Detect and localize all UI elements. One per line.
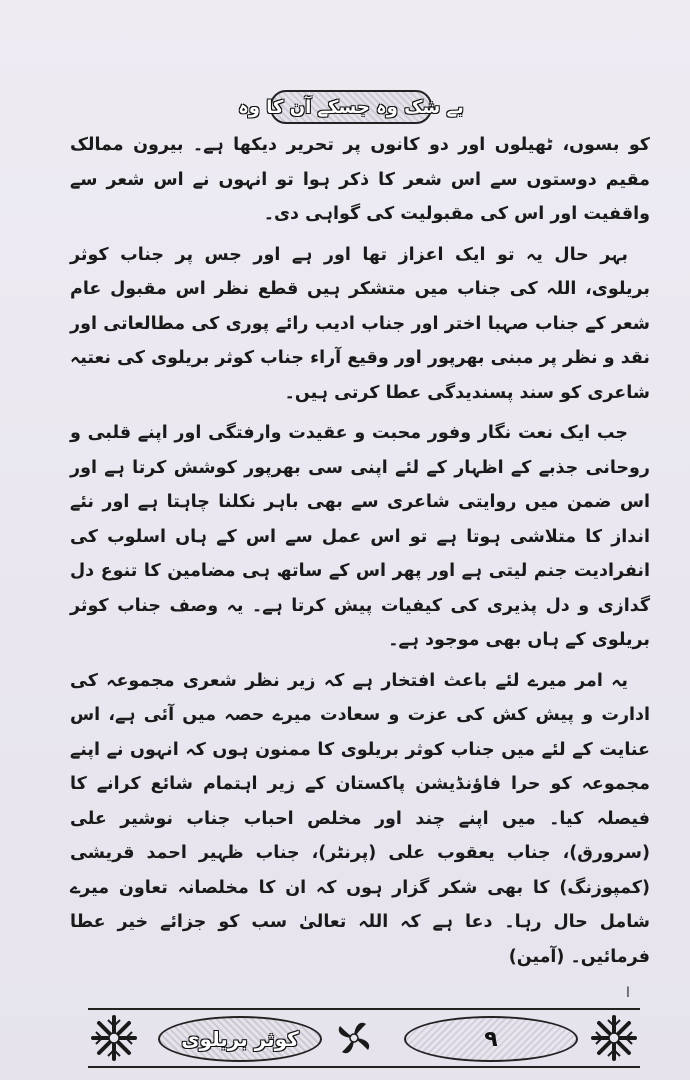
page-number: ۹ [484, 1026, 498, 1052]
footer-rule-bottom [88, 1066, 640, 1068]
paragraph-2: بہر حال یہ تو ایک اعزاز تھا اور ہے اور جس پر جناب کوثر بریلوی، اللہ کی جناب میں متشکر ہیں قطع نظر اس مقبول عام شعر کے جناب صہبا اختر اور جناب ادیب رائے پوری کی مطالعاتی اور نقد و نظر پر مبنی بھرپور اور وقیع آراء جناب کوثر بریلوی کی نعتیہ شاعری کو سند پسندیدگی عطا کرتی ہیں۔ [70, 244, 650, 403]
snowflake-ornament-icon-right [588, 1012, 640, 1064]
author-name-oval [158, 1016, 322, 1062]
author-name: کوثر بریلوی [181, 1027, 299, 1051]
paragraph-4: یہ امر میرے لئے باعث افتخار ہے کہ زیر نظر شعری مجموعہ کی ادارت و پیش کش کی عزت و سعادت میرے حصہ میں آئی ہے، اس عنایت کے لئے میں جناب کوثر بریلوی کا ممنون ہوں کہ انہوں نے اپنے مجموعہ کو حرا فاؤنڈیشن پاکستان کے زیر اہتمام شائع کرانے کا فیصلہ کیا۔ میں اپنے چند اور مخلص احباب جناب نوشیر علی (سرورق)، جناب یعقوب علی (پرنٹر)، جناب ظہیر احمد قریشی (کمپوزنگ) کا بھی شکر گزار ہوں کہ ان کا مخلصانہ تعاون میرے شامل حال رہا۔ دعا ہے کہ اللہ تعالیٰ سب کو جزائے خیر عطا فرمائیں۔ (آمین) [70, 670, 650, 967]
paragraph-1: کو بسوں، ٹھیلوں اور دو کانوں پر تحریر دیکھا ہے۔ بیرون ممالک مقیم دوستوں سے اس شعر کا ذکر ہوا تو انہوں نے اس شعر سے واقفیت اور اس کی مقبولیت کی گواہی دی۔ [70, 135, 650, 224]
paragraph-3: جب ایک نعت نگار وفور محبت و عقیدت وارفتگی اور اپنے قلبی و روحانی جذبے کے اظہار کے لئے اپنی سی بھرپور کوشش کرتا ہے اور اس ضمن میں روایتی شاعری سے بھی باہر نکلنا چاہتا ہے اور نئے انداز کا متلاشی ہوتا ہے تو اس عمل سے اس کے ہاں اسلوب کی انفرادیت جنم لیتی ہے اور پھر اس کے ساتھ ہی مضامین کا تنوع دل گدازی و دل پذیری کی کیفیات پیش کرتا ہے۔ یہ وصف جناب کوثر بریلوی کے ہاں بھی موجود ہے۔ [70, 423, 650, 650]
page-number-oval [404, 1016, 578, 1062]
page-footer [88, 1008, 640, 1068]
running-header-title: بے شک وہ جسکے آن کا وہ [238, 96, 464, 118]
stray-mark: ا [626, 985, 630, 1001]
running-header-banner [238, 90, 464, 124]
pinwheel-flower-icon [328, 1012, 380, 1064]
body-text [70, 128, 650, 980]
snowflake-ornament-icon [88, 1012, 140, 1064]
footer-rule-top [88, 1008, 640, 1010]
